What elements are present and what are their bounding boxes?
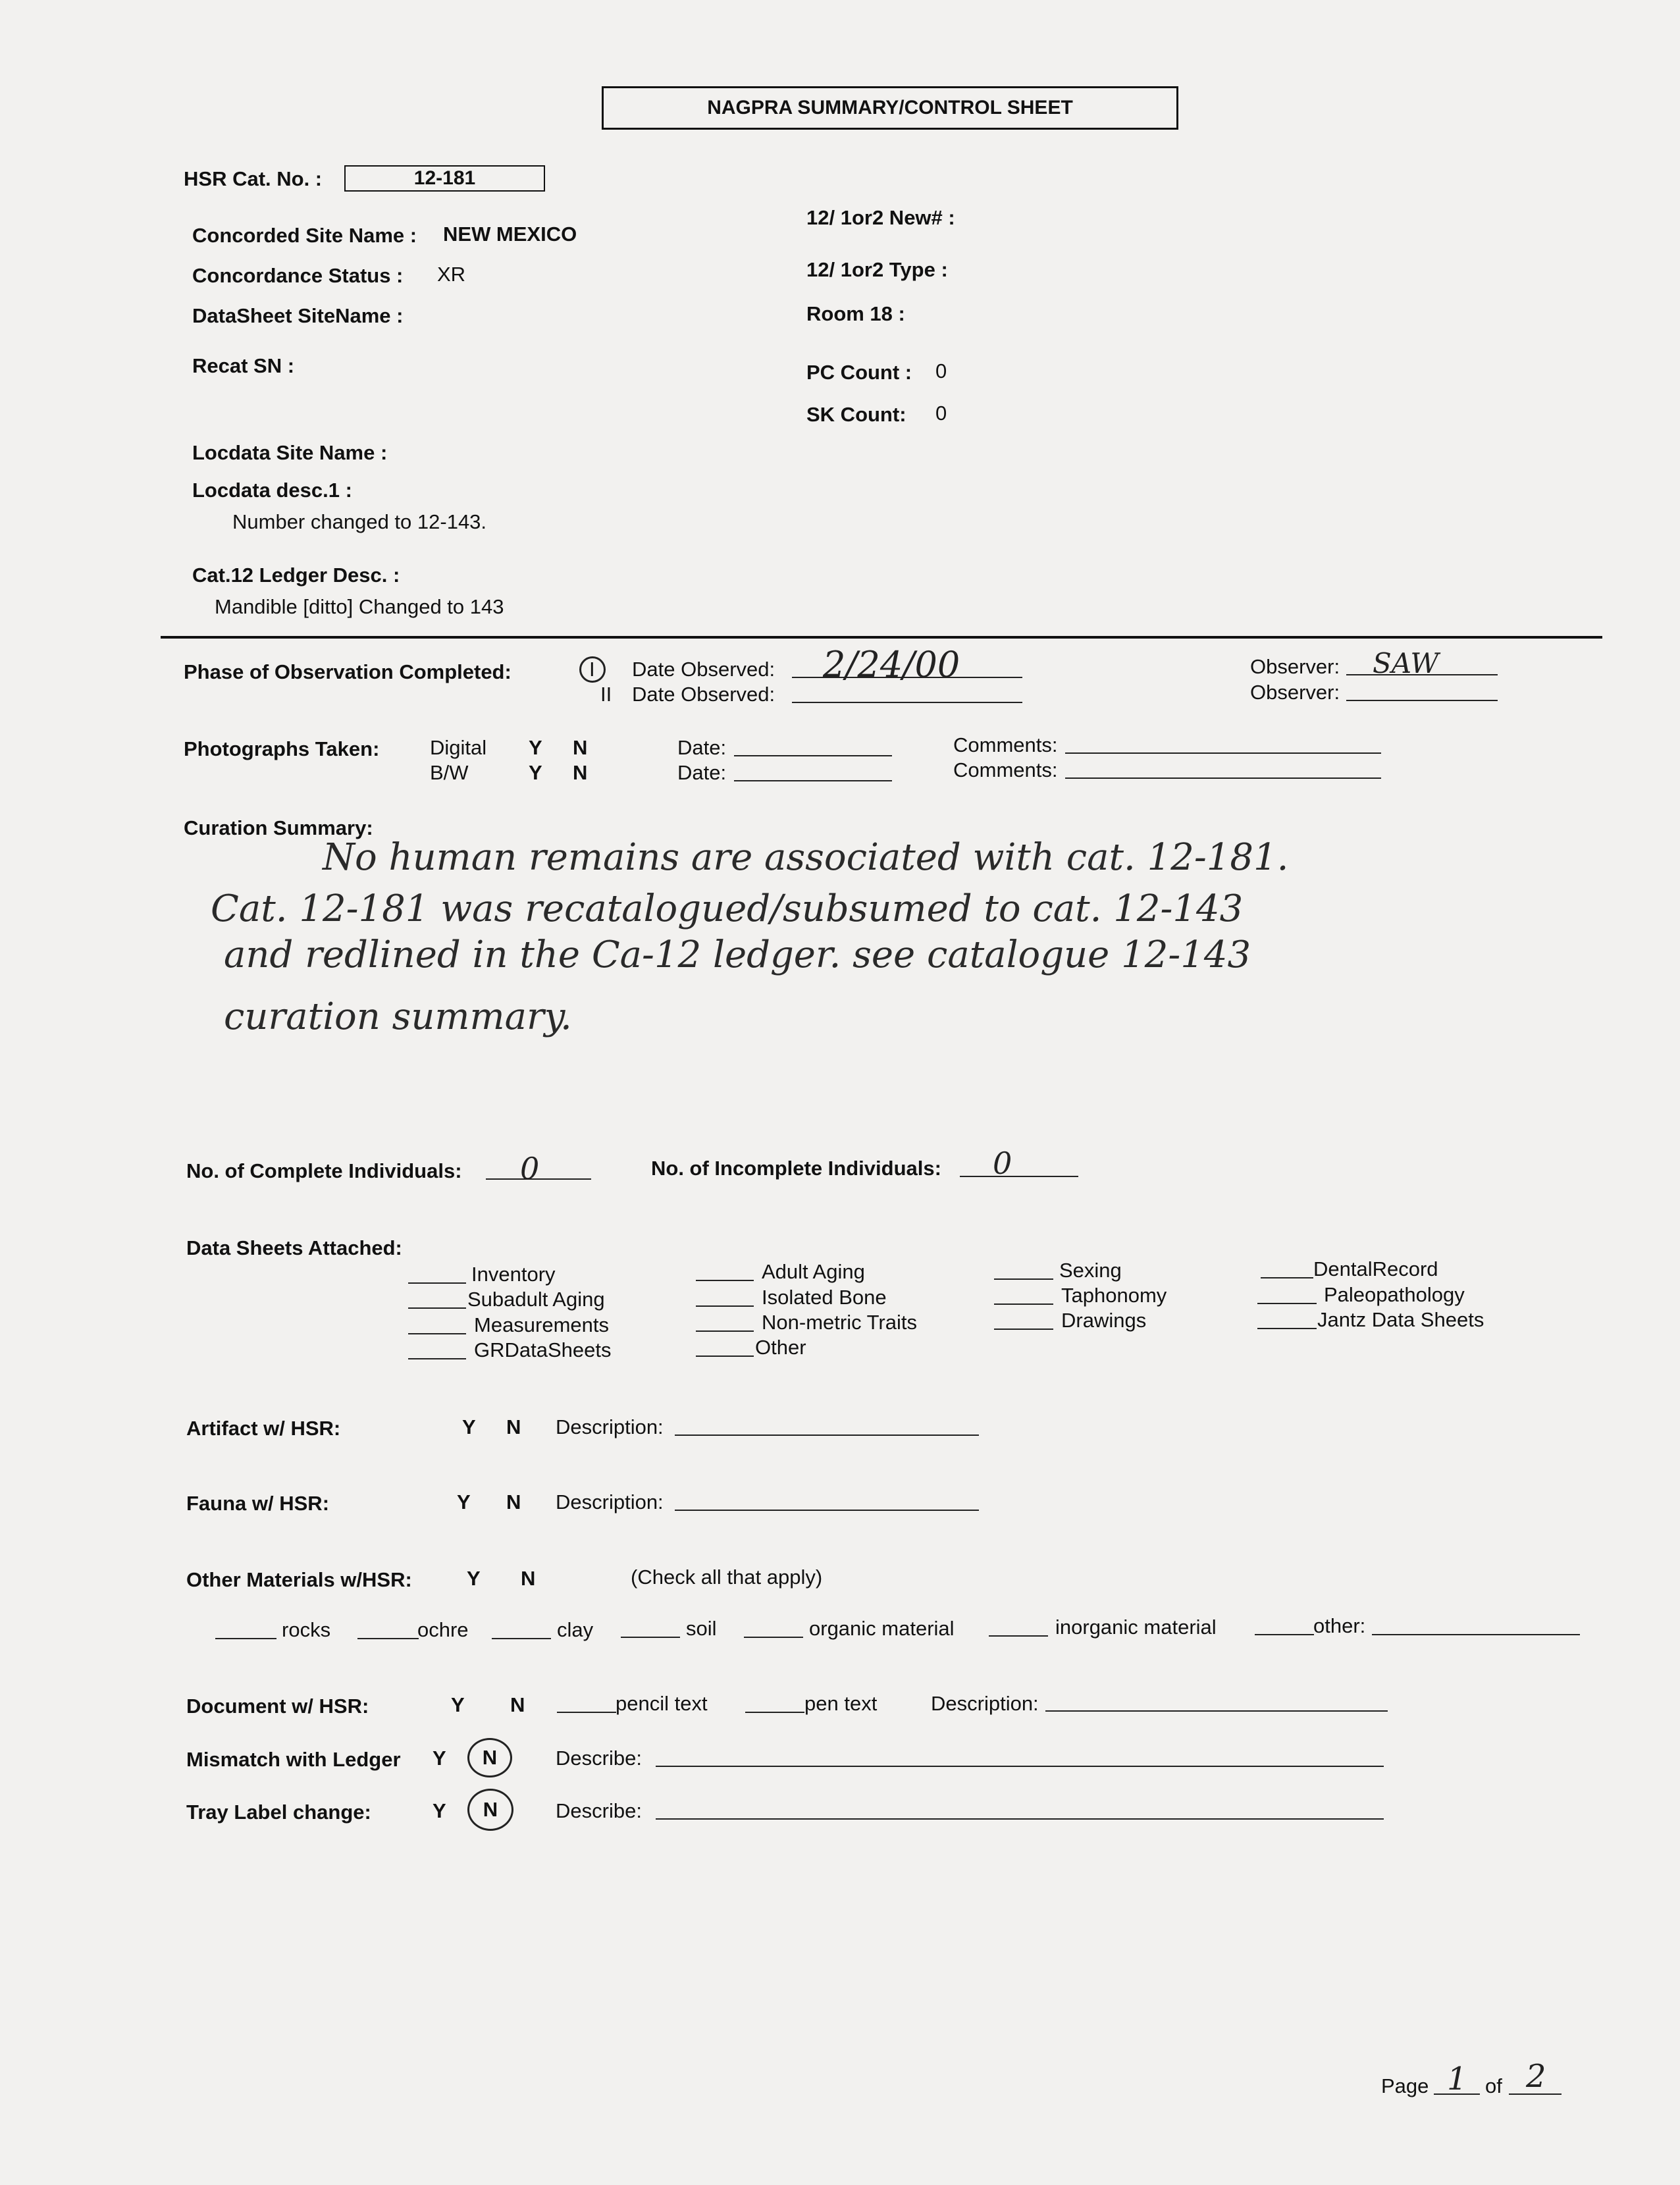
checkbox-line[interactable] — [696, 1356, 754, 1357]
curation-line-3: and redlined in the Ca-12 ledger. see catalogue 12-143 — [224, 934, 1251, 976]
section-divider — [161, 636, 1602, 639]
material-inorganic: inorganic material — [1055, 1616, 1217, 1639]
sheet-taphonomy: Taphonomy — [1061, 1284, 1167, 1307]
checkbox-line[interactable] — [1255, 1634, 1314, 1635]
pc-count-value: 0 — [935, 359, 947, 382]
page-total-value: 2 — [1526, 2058, 1546, 2095]
sheet-adult-aging: Adult Aging — [762, 1260, 865, 1283]
checkbox-line[interactable] — [1257, 1328, 1317, 1329]
sheet-jantz: Jantz Data Sheets — [1317, 1308, 1484, 1331]
hsr-cat-value: 12-181 — [344, 165, 545, 192]
tray-label: Tray Label change: — [186, 1801, 371, 1824]
locdata-site-label: Locdata Site Name : — [192, 441, 388, 464]
photo-comments-2-line — [1065, 777, 1381, 779]
incomplete-individuals-line — [960, 1176, 1078, 1177]
observer-1-value: SAW — [1373, 647, 1439, 679]
checkbox-line[interactable] — [557, 1712, 616, 1713]
checkbox-line[interactable] — [357, 1638, 419, 1639]
fauna-label: Fauna w/ HSR: — [186, 1492, 330, 1515]
phase1-marker: I — [589, 658, 595, 681]
sheet-inventory: Inventory — [471, 1263, 556, 1286]
concorded-site-value: NEW MEXICO — [443, 223, 577, 246]
mismatch-n-circled[interactable]: N — [467, 1738, 512, 1777]
checkbox-line[interactable] — [408, 1307, 466, 1309]
photo-digital-y[interactable]: Y — [529, 736, 542, 759]
checkbox-line[interactable] — [744, 1637, 803, 1638]
material-ochre: ochre — [417, 1618, 469, 1641]
document-description-label: Description: — [931, 1692, 1039, 1715]
checkbox-line[interactable] — [621, 1637, 680, 1638]
page-label: Page — [1381, 2074, 1429, 2097]
checkbox-line[interactable] — [1257, 1303, 1317, 1304]
date-observed-1-value: 2/24/00 — [823, 644, 960, 685]
pc-count-label: PC Count : — [806, 361, 912, 384]
mismatch-y[interactable]: Y — [433, 1747, 446, 1770]
sheet-non-metric: Non-metric Traits — [762, 1311, 917, 1334]
date-observed-1-label: Date Observed: — [632, 658, 775, 681]
other-materials-n[interactable]: N — [521, 1567, 536, 1590]
curation-label: Curation Summary: — [184, 816, 373, 839]
fauna-n[interactable]: N — [506, 1490, 521, 1514]
photo-date-2-label: Date: — [677, 761, 727, 784]
checkbox-line[interactable] — [1261, 1277, 1313, 1278]
artifact-label: Artifact w/ HSR: — [186, 1417, 341, 1440]
material-other-line[interactable] — [1372, 1634, 1580, 1635]
tray-n-circled[interactable]: N — [467, 1789, 513, 1831]
recat-sn-label: Recat SN : — [192, 354, 295, 377]
other-materials-note: (Check all that apply) — [631, 1566, 823, 1589]
photo-digital-label: Digital — [430, 736, 487, 759]
material-clay: clay — [557, 1618, 594, 1641]
photo-date-1-line — [734, 755, 892, 756]
checkbox-line[interactable] — [492, 1638, 551, 1639]
sheet-drawings: Drawings — [1061, 1309, 1147, 1332]
ledger-desc-label: Cat.12 Ledger Desc. : — [192, 564, 400, 587]
artifact-y[interactable]: Y — [462, 1415, 476, 1438]
room-label: Room 18 : — [806, 302, 905, 325]
sheet-isolated-bone: Isolated Bone — [762, 1286, 887, 1309]
incomplete-individuals-label: No. of Incomplete Individuals: — [651, 1157, 941, 1180]
material-organic: organic material — [809, 1617, 955, 1640]
checkbox-line[interactable] — [696, 1330, 754, 1332]
locdata-desc-value: Number changed to 12-143. — [232, 510, 487, 533]
sk-count-value: 0 — [935, 402, 947, 425]
photo-bw-n[interactable]: N — [573, 761, 588, 784]
observer-2-line — [1346, 700, 1498, 701]
incomplete-individuals-value: 0 — [993, 1145, 1012, 1181]
document-y[interactable]: Y — [451, 1693, 465, 1716]
sheet-grdatasheets: GRDataSheets — [474, 1338, 612, 1361]
material-other: other: — [1313, 1614, 1366, 1637]
photo-date-2-line — [734, 780, 892, 781]
tray-describe-label: Describe: — [556, 1799, 642, 1822]
material-rocks: rocks — [282, 1618, 331, 1641]
document-n[interactable]: N — [510, 1693, 525, 1716]
sheet-paleopathology: Paleopathology — [1324, 1283, 1465, 1306]
sheet-subadult-aging: Subadult Aging — [467, 1288, 605, 1311]
observer-2-label: Observer: — [1250, 681, 1340, 704]
page-number-value: 1 — [1447, 2061, 1467, 2097]
checkbox-line[interactable] — [989, 1635, 1048, 1637]
mismatch-label: Mismatch with Ledger — [186, 1748, 401, 1771]
checkbox-line[interactable] — [696, 1305, 754, 1307]
observer-1-label: Observer: — [1250, 655, 1340, 678]
document-pencil-text: pencil text — [616, 1692, 708, 1715]
curation-line-4: curation summary. — [224, 995, 572, 1038]
artifact-description-label: Description: — [556, 1415, 664, 1438]
document-label: Document w/ HSR: — [186, 1695, 369, 1718]
fauna-description-line[interactable] — [675, 1510, 979, 1511]
complete-individuals-value: 0 — [520, 1151, 540, 1186]
checkbox-line[interactable] — [745, 1712, 804, 1713]
photo-date-1-label: Date: — [677, 736, 727, 759]
checkbox-line[interactable] — [408, 1333, 466, 1334]
checkbox-line[interactable] — [994, 1303, 1053, 1305]
hsr-cat-label: HSR Cat. No. : — [184, 167, 323, 190]
other-materials-y[interactable]: Y — [467, 1567, 481, 1590]
curation-line-1: No human remains are associated with cat. 12-181. — [323, 836, 1289, 879]
new-number-label: 12/ 1or2 New# : — [806, 206, 955, 229]
checkbox-line[interactable] — [696, 1280, 754, 1281]
sheet-sexing: Sexing — [1059, 1259, 1122, 1282]
checkbox-line[interactable] — [994, 1329, 1053, 1330]
phase2-marker: II — [600, 683, 612, 706]
concordance-status-label: Concordance Status : — [192, 264, 404, 287]
checkbox-line[interactable] — [994, 1278, 1053, 1280]
checkbox-line[interactable] — [408, 1358, 466, 1359]
photographs-label: Photographs Taken: — [184, 737, 380, 760]
checkbox-line[interactable] — [215, 1638, 276, 1639]
photo-digital-n[interactable]: N — [573, 736, 588, 759]
date-observed-2-label: Date Observed: — [632, 683, 775, 706]
tray-describe-line[interactable] — [656, 1818, 1384, 1820]
photo-comments-1-line — [1065, 752, 1381, 754]
page-of-label: of — [1485, 2074, 1502, 2097]
photo-bw-label: B/W — [430, 761, 469, 784]
document-pen-text: pen text — [804, 1692, 878, 1715]
sheet-measurements: Measurements — [474, 1313, 610, 1336]
other-materials-label: Other Materials w/HSR: — [186, 1568, 412, 1591]
sheet-dental-record: DentalRecord — [1313, 1257, 1438, 1280]
tray-y[interactable]: Y — [433, 1799, 446, 1822]
document-description-line[interactable] — [1045, 1710, 1388, 1712]
curation-line-2: Cat. 12-181 was recatalogued/subsumed to cat. 12-143 — [211, 887, 1244, 930]
material-soil: soil — [686, 1617, 717, 1640]
sheet-other: Other — [755, 1336, 806, 1359]
complete-individuals-label: No. of Complete Individuals: — [186, 1159, 462, 1182]
mismatch-describe-label: Describe: — [556, 1747, 642, 1770]
photo-bw-y[interactable]: Y — [529, 761, 542, 784]
data-sheets-label: Data Sheets Attached: — [186, 1236, 402, 1259]
concorded-site-label: Concorded Site Name : — [192, 224, 417, 247]
observation-label: Phase of Observation Completed: — [184, 660, 512, 683]
date-observed-2-line — [792, 702, 1022, 703]
artifact-description-line[interactable] — [675, 1435, 979, 1436]
artifact-n[interactable]: N — [506, 1415, 521, 1438]
sk-count-label: SK Count: — [806, 403, 906, 426]
locdata-desc-label: Locdata desc.1 : — [192, 479, 352, 502]
type-label: 12/ 1or2 Type : — [806, 258, 948, 281]
fauna-y[interactable]: Y — [457, 1490, 471, 1514]
fauna-description-label: Description: — [556, 1490, 664, 1514]
photo-comments-1-label: Comments: — [953, 733, 1058, 756]
photo-comments-2-label: Comments: — [953, 758, 1058, 781]
ledger-desc-value: Mandible [ditto] Changed to 143 — [215, 595, 504, 618]
mismatch-describe-line[interactable] — [656, 1766, 1384, 1767]
datasheet-sitename-label: DataSheet SiteName : — [192, 304, 404, 327]
concordance-status-value: XR — [437, 263, 466, 286]
checkbox-line[interactable] — [408, 1282, 466, 1284]
form-title: NAGPRA SUMMARY/CONTROL SHEET — [602, 86, 1178, 130]
